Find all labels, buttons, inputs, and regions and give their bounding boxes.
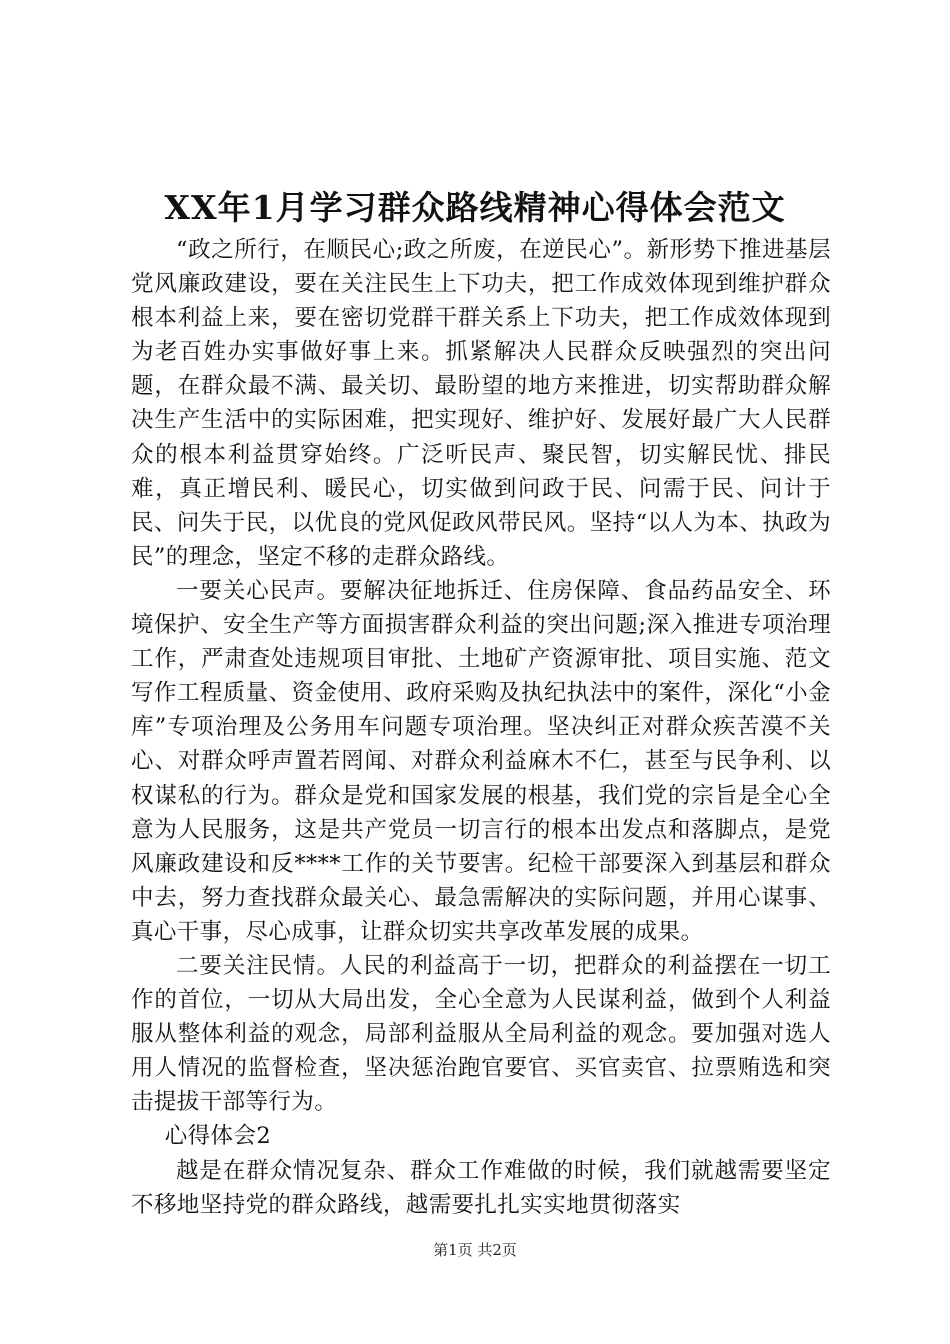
document-body [131,233,831,1222]
document-title: XX年1月学习群众路线精神心得体会范文 [164,188,786,227]
paragraph-point-one: 一要关心民声。要解决征地拆迁、住房保障、食品药品安全、环境保护、安全生产等方面损害群众利益的突出问题;深入推进专项治理工作，严肃查处违规项目审批、土地矿产资源审批、项目实施、范文写作工程质量、资金使用、政府采购及执纪执法中的案件，深化“小金库”专项治理及公务用车问题专项治理。坚决纠正对群众疾苦漠不关心、对群众呼声置若罔闻、对群众利益麻木不仁，甚至与民争利、以权谋私的行为。群众是党和国家发展的根基，我们党的宗旨是全心全意为人民服务，这是共产党员一切言行的根本出发点和落脚点，是党风廉政建设和反****工作的关节要害。纪检干部要深入到基层和群众中去，努力查找群众最关心、最急需解决的实际问题，并用心谋事、真心干事，尽心成事，让群众切实共享改革发展的成果。 [131,577,831,945]
paragraph-point-two: 二要关注民情。人民的利益高于一切，把群众的利益摆在一切工作的首位，一切从大局出发，全心全意为人民谋利益，做到个人利益服从整体利益的观念，局部利益服从全局利益的观念。要加强对选人用人情况的监督检查，坚决惩治跑官要官、买官卖官、拉票贿选和突击提拔干部等行为。 [131,952,831,1116]
page-footer: 第1页 共2页 [433,1241,517,1259]
paragraph-continuation: 越是在群众情况复杂、群众工作难做的时候，我们就越需要坚定不移地坚持党的群众路线，越需要扎扎实实地贯彻落实 [131,1157,831,1218]
section-heading: 心得体会2 [164,1123,272,1150]
paragraph-intro: “政之所行，在顺民心;政之所废，在逆民心”。新形势下推进基层党风廉政建设，要在关注民生上下功夫，把工作成效体现到维护群众根本利益上来，要在密切党群干群关系上下功夫，把工作成效体现到为老百姓办实事做好事上来。抓紧解决人民群众反映强烈的突出问题，在群众最不满、最关切、最盼望的地方来推进，切实帮助群众解决生产生活中的实际困难，把实现好、维护好、发展好最广大人民群众的根本利益贯穿始终。广泛听民声、聚民智，切实解民忧、排民难，真正增民利、暖民心，切实做到问政于民、问需于民、问计于民、问失于民，以优良的党风促政风带民风。坚持“以人为本、执政为民”的理念，坚定不移的走群众路线。 [131,237,831,570]
